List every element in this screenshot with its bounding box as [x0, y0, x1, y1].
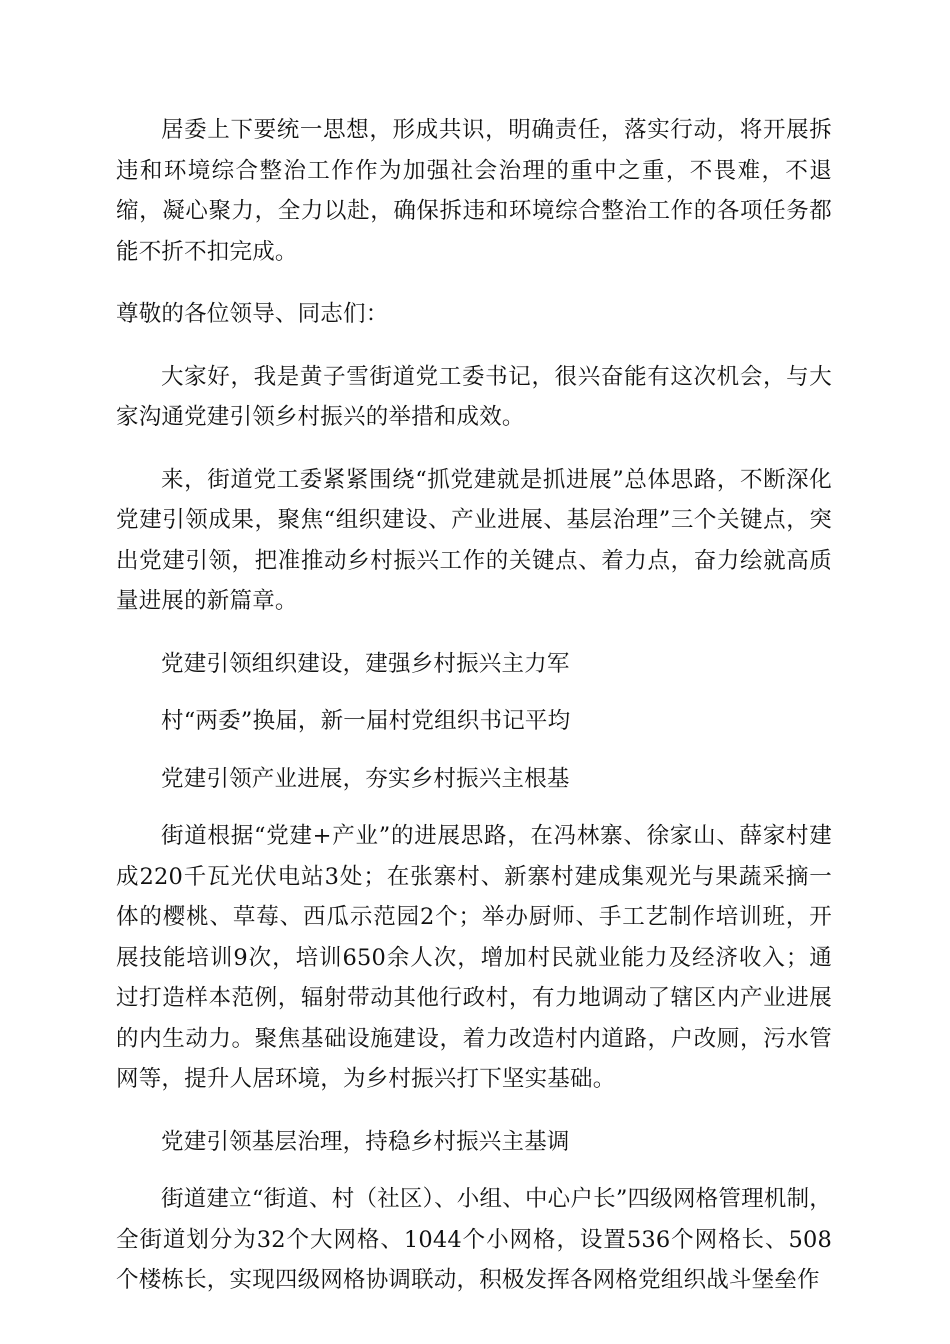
heading-organization-building: 党建引领组织建设，建强乡村振兴主力军	[161, 650, 570, 677]
paragraph-greeting: 大家好，我是黄子雪街道党工委书记，很兴奋能有这次机会，与大家沟通党建引领乡村振兴的举措和成效。	[116, 363, 832, 430]
document-body	[116, 110, 832, 1301]
paragraph-rectification-work: 居委上下要统一思想，形成共识，明确责任，落实行动，将开展拆违和环境综合整治工作作为加强社会治理的重中之重，不畏难，不退缩，凝心聚力，全力以赴，确保拆违和环境综合整治工作的各项任务都能不折不扣完成。	[116, 117, 832, 265]
paragraph-industry-details: 街道根据“党建+产业”的进展思路，在冯林寨、徐家山、薛家村建成220千瓦光伏电站3处；在张寨村、新寨村建成集观光与果蔬采摘一体的樱桃、草莓、西瓜示范园2个；举办厨师、手工艺制作培训班，开展技能培训9次，培训650余人次，增加村民就业能力及经济收入；通过打造样本范例，辐射带动其他行政村，有力地调动了辖区内产业进展的内生动力。聚焦基础设施建设，着力改造村内道路，户改厕，污水管网等，提升人居环境，为乡村振兴打下坚实基础。	[116, 823, 832, 1092]
paragraph-overall-approach: 来，街道党工委紧紧围绕“抓党建就是抓进展”总体思路，不断深化党建引领成果，聚焦“组织建设、产业进展、基层治理”三个关键点，突出党建引领，把准推动乡村振兴工作的关键点、着力点，奋力绘就高质量进展的新篇章。	[116, 466, 832, 614]
heading-industry-development: 党建引领产业进展，夯实乡村振兴主根基	[161, 765, 570, 792]
paragraph-grid-management: 街道建立“街道、村（社区）、小组、中心户长”四级网格管理机制，全街道划分为32个大网格、1044个小网格，设置536个网格长、508个楼栋长，实现四级网格协调联动，积极发挥各网格党组织战斗堡垒作	[116, 1186, 832, 1293]
heading-grassroots-governance: 党建引领基层治理，持稳乡村振兴主基调	[161, 1128, 570, 1155]
paragraph-village-committee: 村“两委”换届，新一届村党组织书记平均	[161, 708, 571, 734]
salutation: 尊敬的各位领导、同志们：	[116, 301, 389, 327]
